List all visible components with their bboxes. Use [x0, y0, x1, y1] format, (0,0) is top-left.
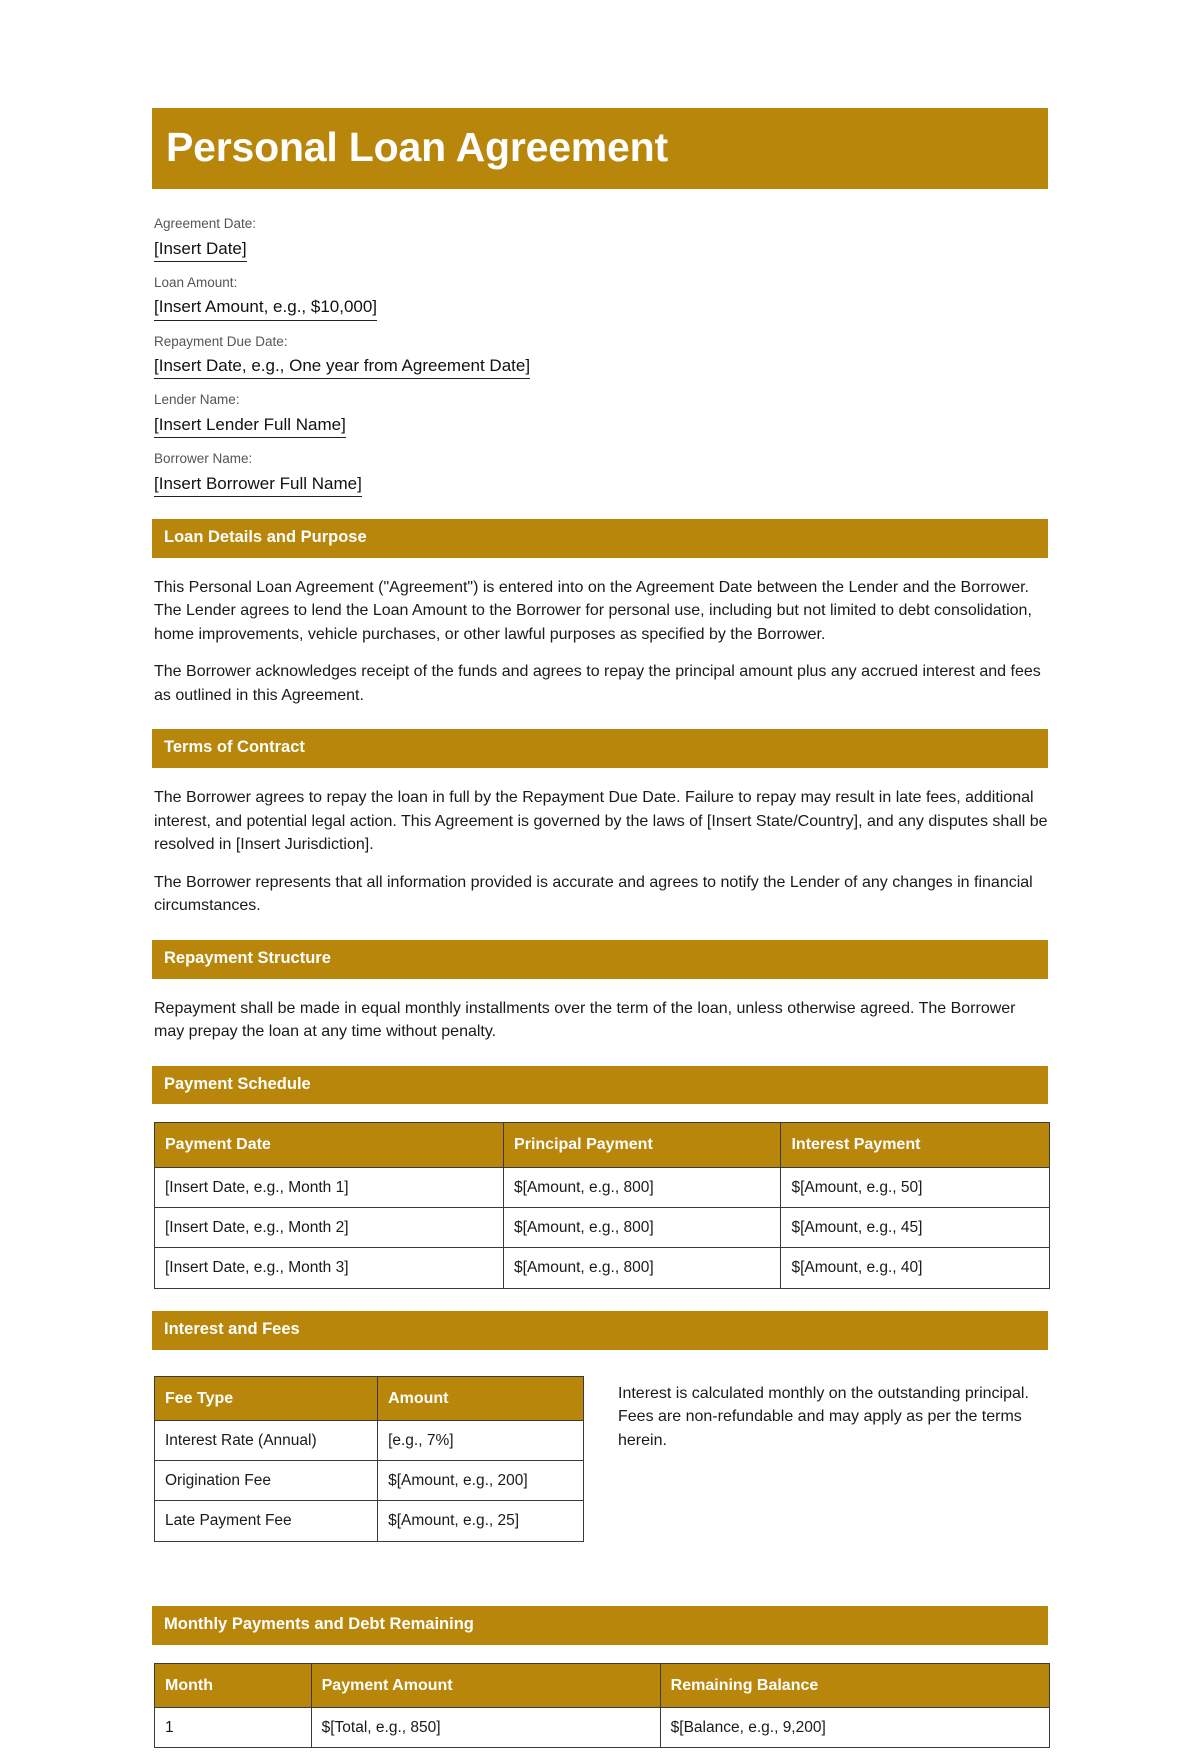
lender-name-value[interactable]: [Insert Lender Full Name]	[154, 414, 346, 438]
field-value-wrap	[154, 414, 1048, 438]
section-title: Terms of Contract	[164, 738, 305, 757]
cell-fee-type: Interest Rate (Annual)	[155, 1420, 378, 1460]
table-header-row	[155, 1663, 1050, 1707]
section-title: Repayment Structure	[164, 948, 331, 967]
cell-interest-payment: $[Amount, e.g., 40]	[781, 1248, 1050, 1288]
terms-paragraph-1: The Borrower agrees to repay the loan in full by the Repayment Due Date. Failure to repay may result in late fees, additional interest, and potential legal action. This Agreement is governed by the laws of [Insert State/Country], and any disputes shall be resolved in [Insert Jurisdiction].	[154, 789, 1048, 854]
agreement-date-value[interactable]: [Insert Date]	[154, 238, 247, 262]
field-agreement-date	[152, 215, 1048, 262]
section-title: Interest and Fees	[164, 1319, 300, 1338]
field-loan-amount	[152, 274, 1048, 321]
field-label: Lender Name:	[154, 392, 240, 408]
field-borrower-name	[152, 450, 1048, 497]
section-header-monthly-payments	[152, 1606, 1048, 1645]
column-header-payment-date: Payment Date	[155, 1123, 504, 1167]
cell-interest-payment: $[Amount, e.g., 45]	[781, 1207, 1050, 1247]
cell-payment-date: [Insert Date, e.g., Month 1]	[155, 1167, 504, 1207]
interest-and-fees-layout	[152, 1368, 1048, 1548]
fee-table-container	[152, 1368, 584, 1548]
field-value-wrap	[154, 296, 1048, 320]
column-header-month: Month	[155, 1663, 312, 1707]
repayment-due-date-value[interactable]: [Insert Date, e.g., One year from Agreement Date]	[154, 355, 530, 379]
field-label: Borrower Name:	[154, 451, 253, 467]
page-title: Personal Loan Agreement	[166, 124, 668, 170]
loan-details-paragraph-2: The Borrower acknowledges receipt of the funds and agrees to repay the principal amount plus any accrued interest and fees as outlined in this Agreement.	[154, 663, 1041, 704]
field-label: Repayment Due Date:	[154, 333, 288, 349]
cell-principal-payment: $[Amount, e.g., 800]	[504, 1207, 781, 1247]
section-header-terms-of-contract	[152, 729, 1048, 768]
cell-fee-type: Late Payment Fee	[155, 1501, 378, 1541]
agreement-fields	[152, 215, 1048, 497]
table-row	[155, 1501, 584, 1541]
cell-remaining-balance: $[Balance, e.g., 9,200]	[660, 1707, 1049, 1747]
field-repayment-due-date	[152, 333, 1048, 380]
column-header-payment-amount: Payment Amount	[311, 1663, 660, 1707]
document-body	[152, 0, 1048, 1748]
section-spacer	[152, 1548, 1048, 1584]
terms-paragraph-2: The Borrower represents that all information provided is accurate and agrees to notify the Lender of any changes in financial circumstances.	[154, 873, 1033, 915]
section-title: Loan Details and Purpose	[164, 528, 367, 547]
cell-fee-amount: [e.g., 7%]	[378, 1420, 584, 1460]
cell-payment-date: [Insert Date, e.g., Month 2]	[155, 1207, 504, 1247]
column-header-amount: Amount	[378, 1376, 584, 1420]
section-title: Payment Schedule	[164, 1074, 311, 1093]
cell-payment-date: [Insert Date, e.g., Month 3]	[155, 1248, 504, 1288]
table-row	[155, 1707, 1050, 1747]
table-header-row	[155, 1376, 584, 1420]
field-value-wrap	[154, 355, 1048, 379]
field-value-wrap	[154, 238, 1048, 262]
table-row	[155, 1207, 1050, 1247]
loan-amount-value[interactable]: [Insert Amount, e.g., $10,000]	[154, 296, 377, 320]
loan-details-paragraph-1: This Personal Loan Agreement ("Agreement") is entered into on the Agreement Date between the Lender and the Borrower. The Lender agrees to lend the Loan Amount to the Borrower for personal use, including but not limited to debt consolidation, home improvements, vehicle purchases, or other lawful purposes as specified by the Borrower.	[154, 578, 1032, 643]
section-header-repayment-structure	[152, 940, 1048, 979]
field-lender-name	[152, 391, 1048, 438]
interest-note-text: Interest is calculated monthly on the outstanding principal. Fees are non-refundable and may apply as per the terms herein.	[618, 1384, 1029, 1449]
table-header-row	[155, 1123, 1050, 1167]
cell-principal-payment: $[Amount, e.g., 800]	[504, 1167, 781, 1207]
cell-fee-amount: $[Amount, e.g., 200]	[378, 1461, 584, 1501]
repayment-structure-paragraph-1: Repayment shall be made in equal monthly installments over the term of the loan, unless otherwise agreed. The Borrower may prepay the loan at any time without penalty.	[154, 999, 1016, 1041]
borrower-name-value[interactable]: [Insert Borrower Full Name]	[154, 473, 362, 497]
section-header-loan-details	[152, 519, 1048, 558]
column-header-principal-payment: Principal Payment	[504, 1123, 781, 1167]
table-row	[155, 1248, 1050, 1288]
section-title: Monthly Payments and Debt Remaining	[164, 1614, 474, 1633]
table-row	[155, 1461, 584, 1501]
cell-payment-amount: $[Total, e.g., 850]	[311, 1707, 660, 1747]
section-header-payment-schedule	[152, 1066, 1048, 1105]
cell-principal-payment: $[Amount, e.g., 800]	[504, 1248, 781, 1288]
column-header-remaining-balance: Remaining Balance	[660, 1663, 1049, 1707]
cell-interest-payment: $[Amount, e.g., 50]	[781, 1167, 1050, 1207]
fee-table	[154, 1376, 584, 1542]
monthly-payments-table	[154, 1663, 1050, 1749]
table-row	[155, 1167, 1050, 1207]
cell-fee-amount: $[Amount, e.g., 25]	[378, 1501, 584, 1541]
table-row	[155, 1420, 584, 1460]
interest-and-fees-note	[618, 1368, 1048, 1453]
cell-month: 1	[155, 1707, 312, 1747]
field-label: Agreement Date:	[154, 216, 257, 232]
payment-schedule-table	[154, 1122, 1050, 1288]
column-header-fee-type: Fee Type	[155, 1376, 378, 1420]
field-value-wrap	[154, 473, 1048, 497]
field-label: Loan Amount:	[154, 274, 238, 290]
cell-fee-type: Origination Fee	[155, 1461, 378, 1501]
column-header-interest-payment: Interest Payment	[781, 1123, 1050, 1167]
document-title-banner	[152, 108, 1048, 189]
section-header-interest-and-fees	[152, 1311, 1048, 1350]
